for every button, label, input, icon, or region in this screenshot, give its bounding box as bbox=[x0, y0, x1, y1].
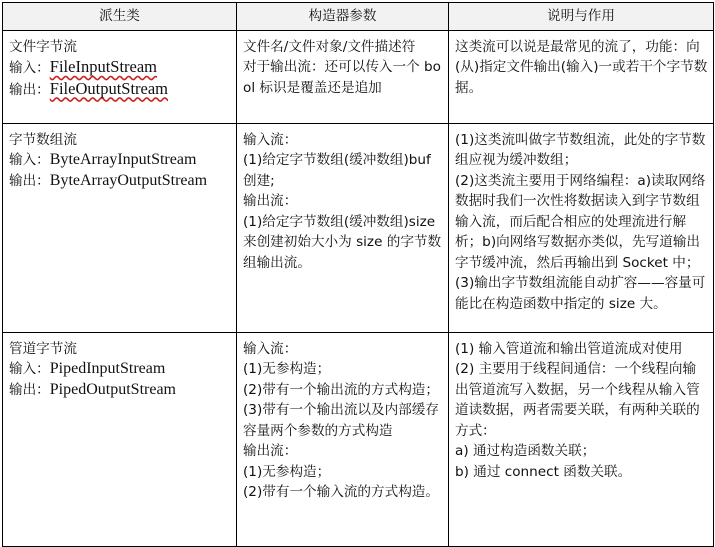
constructor-params-cell bbox=[237, 123, 449, 332]
header-derived-class: 派生类 bbox=[3, 3, 237, 31]
category-label: 管道字节流 bbox=[9, 340, 77, 357]
output-label: 输出： bbox=[9, 172, 50, 189]
param-line: (2)带有一个输出流的方式构造； bbox=[243, 381, 439, 398]
param-line: (1)无参构造； bbox=[243, 361, 331, 377]
constructor-params-cell bbox=[237, 332, 449, 546]
stream-classes-table bbox=[2, 2, 714, 547]
note-line: (1) 输入管道流和输出管道流成对使用 bbox=[455, 340, 683, 357]
input-label: 输入： bbox=[9, 60, 50, 76]
header-constructor-params: 构造器参数 bbox=[237, 3, 449, 31]
table-row bbox=[3, 123, 714, 332]
input-label: 输入： bbox=[9, 361, 50, 377]
output-class-line bbox=[9, 380, 231, 401]
output-class-name: FileOutputStream bbox=[49, 78, 169, 98]
output-class-name: PipedOutputStream bbox=[49, 380, 176, 398]
output-class-name: ByteArrayOutputStream bbox=[49, 171, 208, 189]
header-description: 说明与作用 bbox=[449, 3, 714, 31]
category-label: 字节数组流 bbox=[9, 131, 77, 148]
input-class-line bbox=[9, 359, 231, 380]
table-row bbox=[3, 30, 714, 123]
param-line: 输入流： bbox=[243, 340, 298, 357]
input-class-line bbox=[9, 57, 231, 79]
constructor-params-cell bbox=[237, 30, 449, 123]
input-class-name: PipedInputStream bbox=[49, 360, 166, 377]
output-label: 输出： bbox=[9, 81, 50, 98]
input-class-name: FileInputStream bbox=[49, 57, 158, 76]
derived-class-cell bbox=[3, 123, 237, 332]
note-line: (2)这类流主要用于网络编程：a)读取网络数据时我们一次性将数据读入到字节数组输入流，而后配合相应的处理流进行解析；b)向网络写数据亦类似，先写道输出字节缓冲流，然后再输出到 Socket 中； bbox=[455, 172, 706, 271]
description-cell bbox=[449, 123, 714, 332]
note-line: (2) 主要用于线程间通信：一个线程向输出管道流写入数据，另一个线程从输入管道读数据，两者需要关联，有两种关联的方式： bbox=[455, 361, 700, 439]
input-class-line bbox=[9, 150, 231, 171]
note-line: (1)这类流叫做字节数组流，此处的字节数组应视为缓冲数组； bbox=[455, 131, 706, 168]
input-class-name: ByteArrayInputStream bbox=[49, 151, 197, 168]
note-line: 这类流可以说是最常见的流了，功能：向(从)指定文件输出(输入)一或若干个字节数据。 bbox=[455, 38, 708, 96]
table-header-row bbox=[3, 3, 714, 31]
note-line: a) 通过构造函数关联； bbox=[455, 443, 596, 459]
note-line: b) 通过 connect 函数关联。 bbox=[455, 463, 632, 480]
param-line: 输入流： bbox=[243, 131, 298, 148]
derived-class-cell bbox=[3, 332, 237, 546]
param-line: (1)给定字节数组(缓冲数组)buf 创建; bbox=[243, 152, 431, 189]
description-cell bbox=[449, 332, 714, 546]
output-class-line bbox=[9, 171, 231, 192]
derived-class-cell bbox=[3, 30, 237, 123]
param-line: 对于输出流：还可以传入一个 bool 标识是覆盖还是追加 bbox=[243, 59, 441, 96]
input-label: 输入： bbox=[9, 152, 50, 168]
param-line: (2)带有一个输入流的方式构造。 bbox=[243, 484, 439, 500]
param-line: 输出流： bbox=[243, 193, 298, 209]
param-line: (1)无参构造； bbox=[243, 463, 331, 480]
description-cell bbox=[449, 30, 714, 123]
param-line: (1)给定字节数组(缓冲数组)size 来创建初始大小为 size 的字节数组输出流。 bbox=[243, 213, 442, 271]
note-line: (3)输出字节数组流能自动扩容——容量可能比在构造函数中指定的 size 大。 bbox=[455, 275, 706, 312]
param-line: 文件名/文件对象/文件描述符 bbox=[243, 38, 416, 55]
table-row bbox=[3, 332, 714, 546]
category-label: 文件字节流 bbox=[9, 38, 77, 55]
param-line: (3)带有一个输出流以及内部缓存容量两个参数的方式构造 bbox=[243, 402, 439, 439]
output-class-line bbox=[9, 79, 231, 101]
param-line: 输出流： bbox=[243, 443, 298, 459]
output-label: 输出： bbox=[9, 381, 50, 398]
